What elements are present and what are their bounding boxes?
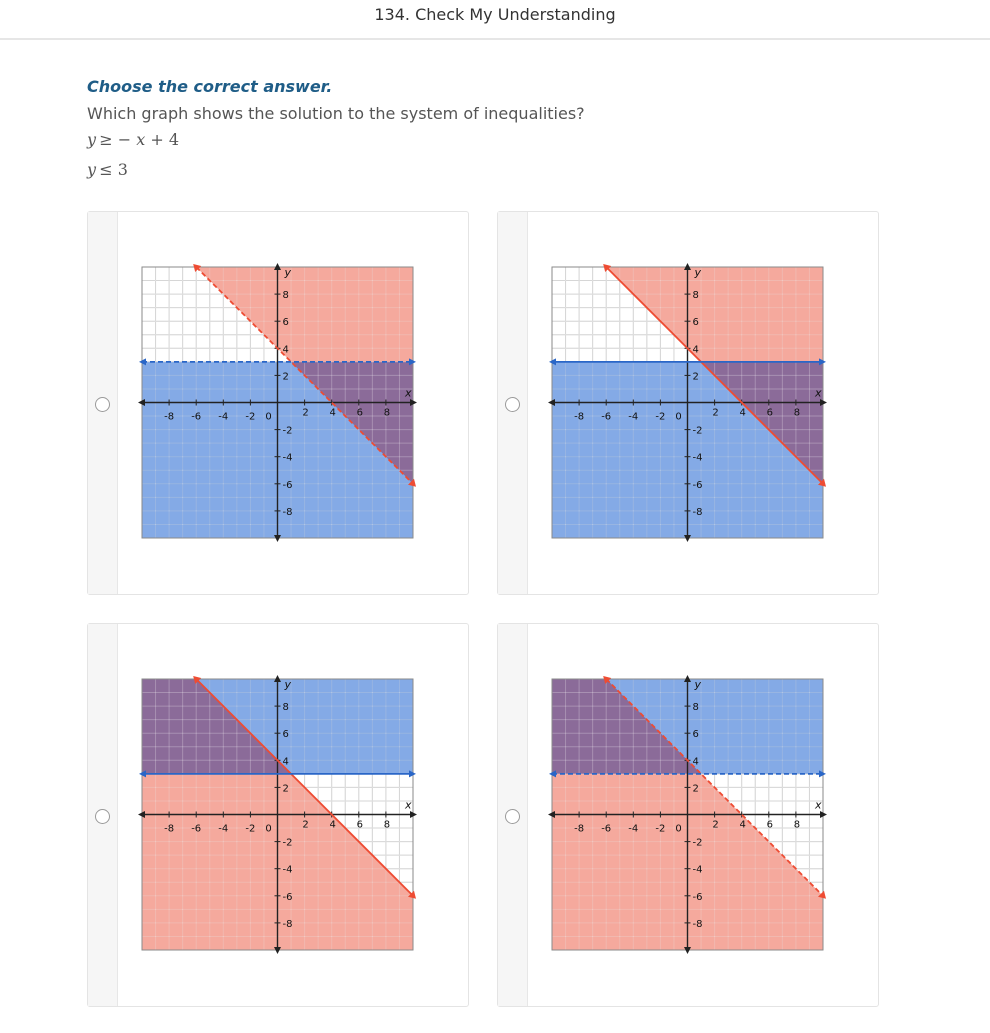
- x-tick-label: 8: [383, 407, 391, 419]
- y-tick-label: -2: [692, 837, 703, 849]
- y-tick-label: -8: [692, 506, 703, 518]
- y-tick-label: 6: [282, 729, 289, 741]
- x-axis-label: x: [405, 798, 412, 812]
- graph-c: [128, 664, 448, 984]
- x-tick-label: 0: [265, 411, 272, 423]
- y-tick-label: -4: [282, 452, 293, 464]
- graph-a: [128, 252, 448, 572]
- y-tick-label: 8: [282, 702, 289, 714]
- y-axis-label: y: [284, 678, 292, 691]
- x-tick-label: 0: [675, 823, 682, 835]
- x-tick-label: 6: [356, 819, 363, 831]
- y-tick-label: 4: [692, 344, 699, 356]
- x-tick-label: 2: [712, 407, 719, 419]
- answer-option-d[interactable]: [497, 623, 879, 1007]
- graph-d: [538, 664, 858, 984]
- x-tick-label: -2: [655, 411, 666, 423]
- radio-button-c[interactable]: [95, 809, 110, 824]
- y-tick-label: 8: [692, 702, 699, 714]
- x-tick-label: 4: [739, 407, 746, 419]
- x-tick-label: -8: [574, 823, 585, 835]
- x-tick-label: 4: [739, 819, 746, 831]
- graph-b: [538, 252, 858, 572]
- y-tick-label: 6: [692, 729, 699, 741]
- y-tick-label: -4: [692, 864, 703, 876]
- x-tick-label: -8: [164, 411, 175, 423]
- radio-button-a[interactable]: [95, 397, 110, 412]
- y-tick-label: -8: [282, 506, 293, 518]
- question-text: Which graph shows the solution to the system of inequalities?: [87, 104, 585, 123]
- y-tick-label: 8: [692, 290, 699, 302]
- y-tick-label: 4: [282, 756, 289, 768]
- page-title: 134. Check My Understanding: [374, 5, 616, 24]
- y-tick-label: -6: [692, 479, 703, 491]
- answer-option-a[interactable]: [87, 211, 469, 595]
- y-tick-label: -8: [282, 918, 293, 930]
- x-tick-label: 6: [766, 407, 773, 419]
- x-tick-label: 4: [329, 819, 336, 831]
- x-tick-label: 2: [302, 407, 309, 419]
- x-tick-label: -4: [628, 823, 639, 835]
- y-tick-label: -4: [692, 452, 703, 464]
- x-tick-label: 2: [712, 819, 719, 831]
- x-axis-label: x: [405, 386, 412, 400]
- y-tick-label: -2: [282, 425, 293, 437]
- x-tick-label: -6: [601, 823, 612, 835]
- x-tick-label: 6: [356, 407, 363, 419]
- x-tick-label: -4: [218, 823, 229, 835]
- y-tick-label: -6: [282, 479, 293, 491]
- x-tick-label: 8: [793, 819, 801, 831]
- x-tick-label: -2: [245, 411, 256, 423]
- x-tick-label: -4: [218, 411, 229, 423]
- y-tick-label: -6: [692, 891, 703, 903]
- y-tick-label: 2: [692, 783, 699, 795]
- y-axis-label: y: [284, 266, 292, 279]
- y-axis-label: y: [694, 266, 702, 279]
- radio-button-d[interactable]: [505, 809, 520, 824]
- x-tick-label: 2: [302, 819, 309, 831]
- x-tick-label: -4: [628, 411, 639, 423]
- instruction: Choose the correct answer.: [87, 77, 333, 96]
- x-tick-label: 8: [383, 819, 391, 831]
- x-tick-label: -6: [191, 411, 202, 423]
- y-tick-label: -2: [282, 837, 293, 849]
- x-tick-label: -8: [574, 411, 585, 423]
- y-tick-label: 2: [282, 371, 289, 383]
- y-tick-label: -6: [282, 891, 293, 903]
- inequality-1: y ≥ − x + 4: [87, 130, 180, 149]
- y-tick-label: 6: [282, 317, 289, 329]
- x-tick-label: -2: [655, 823, 666, 835]
- answer-option-c[interactable]: [87, 623, 469, 1007]
- y-tick-label: -4: [282, 864, 293, 876]
- answer-option-b[interactable]: [497, 211, 879, 595]
- y-tick-label: -8: [692, 918, 703, 930]
- y-tick-label: 8: [282, 290, 289, 302]
- x-axis-label: x: [815, 798, 822, 812]
- y-tick-label: 2: [692, 371, 699, 383]
- x-tick-label: 0: [675, 411, 682, 423]
- x-axis-label: x: [815, 386, 822, 400]
- x-tick-label: 6: [766, 819, 773, 831]
- x-tick-label: -8: [164, 823, 175, 835]
- y-tick-label: 2: [282, 783, 289, 795]
- y-tick-label: -2: [692, 425, 703, 437]
- x-tick-label: 0: [265, 823, 272, 835]
- x-tick-label: -6: [191, 823, 202, 835]
- inequality-2: y ≤ 3: [87, 160, 128, 179]
- x-tick-label: -2: [245, 823, 256, 835]
- y-tick-label: 4: [692, 756, 699, 768]
- x-tick-label: 8: [793, 407, 801, 419]
- y-tick-label: 4: [282, 344, 289, 356]
- y-tick-label: 6: [692, 317, 699, 329]
- top-bar: [0, 0, 990, 40]
- x-tick-label: -6: [601, 411, 612, 423]
- radio-button-b[interactable]: [505, 397, 520, 412]
- x-tick-label: 4: [329, 407, 336, 419]
- y-axis-label: y: [694, 678, 702, 691]
